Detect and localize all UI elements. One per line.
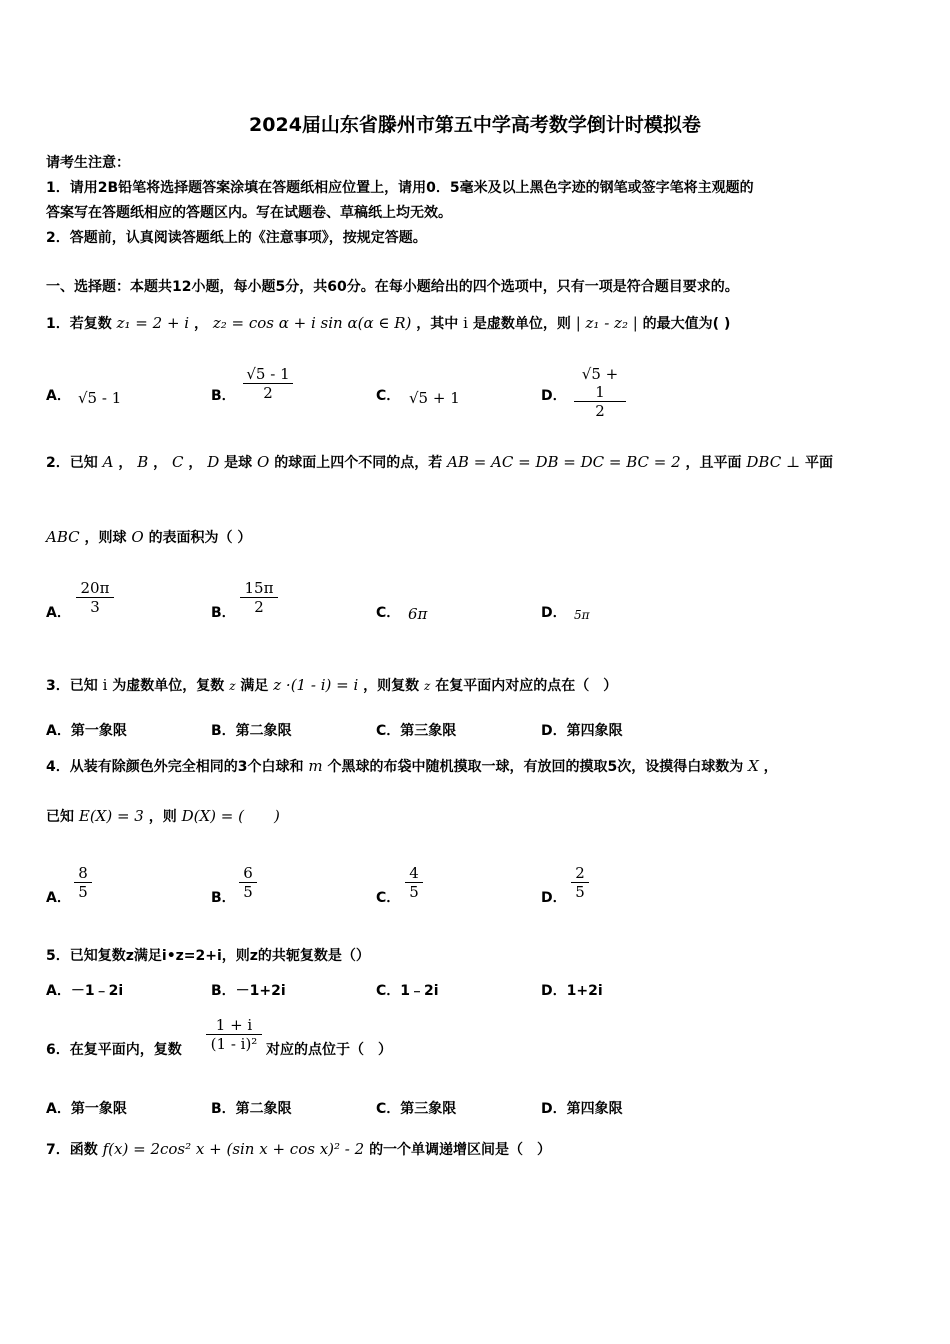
q2-point-c: C: [172, 453, 184, 471]
q3-option-d: D．第四象限: [541, 723, 623, 739]
q4-option-b-den: 5: [243, 883, 253, 901]
q1-z1: z₁ = 2 + i: [116, 314, 190, 332]
q3-mid3: ，则复数: [363, 678, 420, 694]
q3-z: z: [229, 679, 236, 693]
q2-mid: 是球: [224, 455, 253, 471]
q3-i: i: [102, 676, 108, 694]
q3-option-b: B．第二象限: [211, 723, 292, 739]
q2-option-c: 6π: [408, 605, 428, 623]
q1-z2: z₂ = cos α + i sin α(α ∈ R): [212, 314, 412, 332]
q2-comma-3: ，: [188, 455, 203, 471]
q4-option-a-den: 5: [78, 883, 88, 901]
q6-option-c: C．第三象限: [376, 1101, 457, 1117]
q7-suffix: 的一个单调递增区间是（ ）: [369, 1142, 552, 1158]
q4-option-d-label: D．: [541, 890, 567, 906]
question-1: [46, 314, 730, 333]
q2-line2-suffix: 的表面积为（ ）: [148, 530, 252, 546]
q2-option-a-fraction: [76, 579, 114, 616]
q3-option-c: C．第三象限: [376, 723, 457, 739]
q4-expectation: E(X) = 3: [78, 807, 144, 825]
question-7: [46, 1140, 551, 1159]
section-heading: 一、选择题：本题共12小题，每小题5分，共60分。在每小题给出的四个选项中，只有一项是符合题目要求的。: [46, 279, 739, 295]
q6-numerator: 1 + i: [215, 1016, 253, 1034]
notice-line-3: 2．答题前，认真阅读答题纸上的《注意事项》，按规定答题。: [46, 230, 427, 246]
q2-option-a-num: 20π: [80, 579, 110, 597]
q2-mid3: ，且平面: [685, 455, 742, 471]
q6-option-d: D．第四象限: [541, 1101, 623, 1117]
q4-option-b-num: 6: [243, 864, 253, 882]
q1-option-d-fraction: [574, 365, 626, 420]
q5-option-d: D．1+2i: [541, 983, 603, 999]
q1-mid: ，其中: [416, 316, 459, 332]
q1-option-b-den: 2: [263, 384, 273, 402]
q2-point-a: A: [102, 453, 114, 471]
question-2-line-2: [46, 528, 251, 547]
q2-option-b-label: B．: [211, 605, 236, 621]
notice-heading: 请考生注意：: [46, 155, 130, 171]
q4-variance: D(X) = ( ): [181, 807, 280, 825]
notice-line-2: 答案写在答题纸相应的答题区内。写在试题卷、草稿纸上均无效。: [46, 205, 452, 221]
q2-prefix: 2．已知: [46, 455, 98, 471]
q4-line1c: ，: [763, 759, 778, 775]
question-4-line-1: [46, 757, 778, 776]
q2-line2-o: O: [131, 528, 144, 546]
q3-z2: z: [424, 679, 431, 693]
question-5: 5．已知复数z满足i•z=2+i，则z的共轭复数是（）: [46, 948, 370, 964]
q2-option-d-label: D．: [541, 605, 567, 621]
q7-prefix: 7．函数: [46, 1142, 98, 1158]
q1-option-b-num: √5 - 1: [246, 365, 290, 383]
q2-option-a-den: 3: [90, 598, 100, 616]
q2-sphere-o: O: [257, 453, 270, 471]
q5-option-a: A．－1﹣2i: [46, 983, 124, 999]
q4-x: X: [748, 757, 759, 775]
q1-option-b-label: B．: [211, 388, 236, 404]
q3-mid2: 满足: [240, 678, 269, 694]
q6-denominator: (1 - i)²: [210, 1035, 258, 1053]
q4-line2-mid: ，则: [148, 809, 177, 825]
q1-option-d-den: 2: [595, 402, 605, 420]
q1-abs: | z₁ - z₂ |: [575, 314, 638, 332]
q1-option-c-label: C．: [376, 388, 401, 404]
page-title: 2024届山东省滕州市第五中学高考数学倒计时模拟卷: [249, 114, 701, 136]
q3-prefix: 3．已知: [46, 678, 98, 694]
q4-option-a-label: A．: [46, 890, 71, 906]
question-3: [46, 676, 617, 695]
q1-i: i: [463, 314, 468, 332]
q2-plane-abc: ABC: [46, 528, 80, 546]
q4-option-d-num: 2: [575, 864, 585, 882]
q2-option-b-fraction: [240, 579, 278, 616]
q2-option-c-label: C．: [376, 605, 401, 621]
q6-fraction: [206, 1016, 262, 1053]
question-4-line-2: [46, 807, 280, 826]
q4-option-a-fraction: [74, 864, 92, 901]
q2-comma-1: ，: [118, 455, 133, 471]
q7-function: f(x) = 2cos² x + (sin x + cos x)² - 2: [102, 1140, 365, 1158]
q3-equation: z ·(1 - i) = i: [273, 676, 359, 694]
q1-option-b-fraction: [243, 365, 293, 402]
q4-m: m: [308, 757, 323, 775]
q4-option-c-fraction: [405, 864, 423, 901]
q4-option-a-num: 8: [78, 864, 88, 882]
q1-prefix: 1．若复数: [46, 316, 112, 332]
q2-mid2: 的球面上四个不同的点，若: [274, 455, 443, 471]
q2-option-a-label: A．: [46, 605, 71, 621]
q4-option-b-label: B．: [211, 890, 236, 906]
q2-suffix: 平面: [804, 455, 833, 471]
q4-option-c-den: 5: [409, 883, 419, 901]
q4-option-d-fraction: [571, 864, 589, 901]
q2-option-b-num: 15π: [244, 579, 274, 597]
q6-prefix: 6．在复平面内，复数: [46, 1042, 182, 1058]
q1-sep: ，: [193, 316, 208, 332]
q2-plane: DBC ⊥: [746, 453, 801, 471]
notice-line-1: 1．请用2B铅笔将选择题答案涂填在答题纸相应位置上，请用0．5毫米及以上黑色字迹的钢笔或签字笔将主观题的: [46, 180, 754, 196]
q4-line1b: 个黑球的布袋中随机摸取一球，有放回的摸取5次，设摸得白球数为: [327, 759, 744, 775]
q6-option-a: A．第一象限: [46, 1101, 127, 1117]
q2-line2-mid: ，则球: [84, 530, 127, 546]
q1-option-d-num: √5 + 1: [581, 365, 619, 401]
q3-suffix: 在复平面内对应的点在（ ）: [435, 678, 618, 694]
q3-mid: 为虚数单位，复数: [112, 678, 225, 694]
q4-option-c-num: 4: [409, 864, 419, 882]
q2-option-d: 5π: [574, 608, 590, 622]
q2-point-d: D: [207, 453, 220, 471]
q1-option-a-label: A．: [46, 388, 71, 404]
q2-comma-2: ，: [153, 455, 168, 471]
q1-suffix: 的最大值为( ): [642, 316, 731, 332]
q6-suffix: 对应的点位于（ ）: [266, 1042, 392, 1058]
q4-option-d-den: 5: [575, 883, 585, 901]
q2-option-b-den: 2: [254, 598, 264, 616]
q4-line1: 4．从装有除颜色外完全相同的3个白球和: [46, 759, 304, 775]
q1-option-a: √5 - 1: [78, 389, 122, 407]
q2-equation: AB = AC = DB = DC = BC = 2: [447, 453, 681, 471]
q5-option-c: C．1﹣2i: [376, 983, 439, 999]
q1-mid2: 是虚数单位，则: [472, 316, 571, 332]
q1-option-d-label: D．: [541, 388, 567, 404]
q4-option-b-fraction: [239, 864, 257, 901]
q6-option-b: B．第二象限: [211, 1101, 292, 1117]
q4-line2-prefix: 已知: [46, 809, 74, 825]
q2-point-b: B: [137, 453, 149, 471]
question-2-line-1: [46, 453, 833, 472]
q1-option-c: √5 + 1: [409, 389, 460, 407]
q4-option-c-label: C．: [376, 890, 401, 906]
q5-option-b: B．－1+2i: [211, 983, 286, 999]
q3-option-a: A．第一象限: [46, 723, 127, 739]
